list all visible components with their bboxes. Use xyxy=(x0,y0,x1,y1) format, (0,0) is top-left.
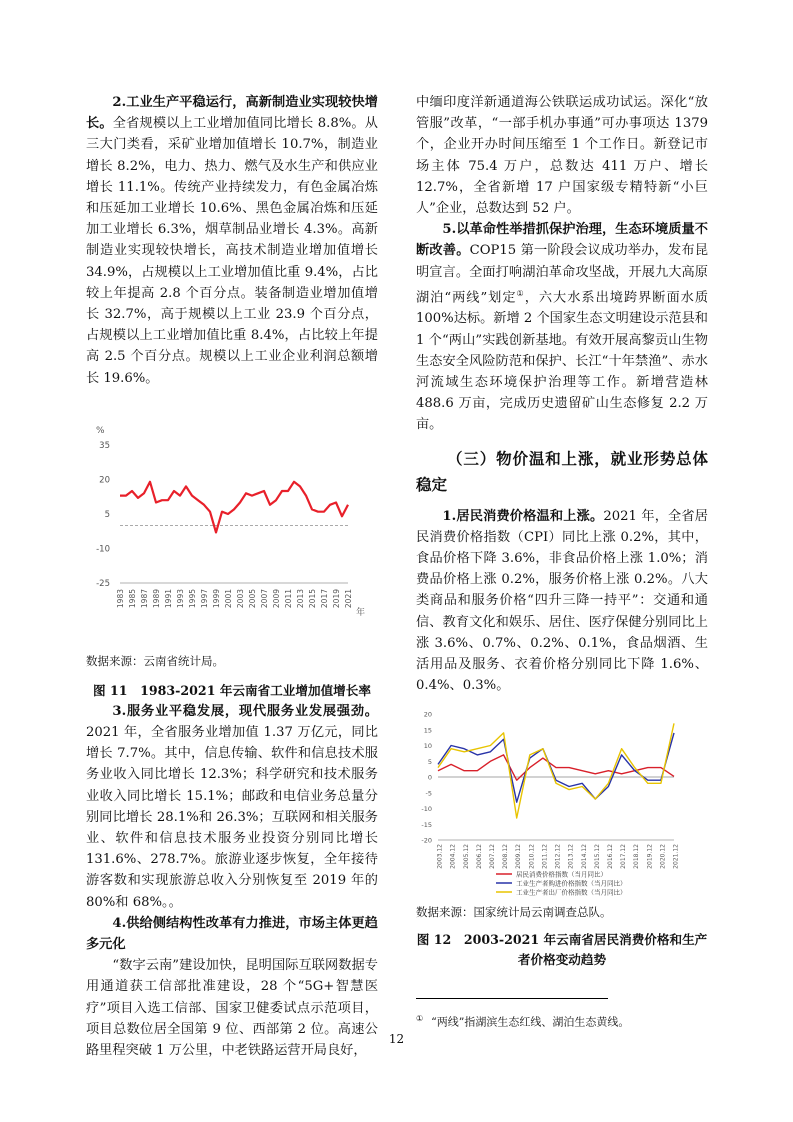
footnote-divider xyxy=(416,998,608,999)
x-tick-label: 2012.12 xyxy=(554,844,562,870)
x-tick-label: 2011.12 xyxy=(541,844,549,870)
y-tick-label: -10 xyxy=(421,805,432,814)
x-tick-label: 1999 xyxy=(212,588,221,608)
text-supply-side: “数字云南”建设加快，昆明国际互联网数据专用通道获工信部批准建设，28 个“5G+智慧医疗”项目入选工信部、国家卫健委试点示范项目，项目总数位居全国第 9 位、西部第 2 位。高速公路里程突破 1 万公里，中老铁路运营开局良好， xyxy=(86,958,378,1059)
footnote xyxy=(416,1012,716,1030)
x-tick-label: 2005.12 xyxy=(462,844,470,870)
paragraph-ecology xyxy=(416,219,708,435)
chart-price-trends-svg xyxy=(416,708,708,898)
x-tick-label: 2017.12 xyxy=(620,844,628,870)
x-tick-label: 1985 xyxy=(128,588,137,608)
x-tick-label: 1989 xyxy=(152,588,161,608)
heading-supply-side: 4.供给侧结构性改革有力推进，市场主体更趋多元化 xyxy=(86,915,378,953)
x-tick-label: 1997 xyxy=(200,588,209,608)
y-tick-label: 10 xyxy=(423,742,432,751)
x-tick-label: 2014.12 xyxy=(580,844,588,870)
left-column xyxy=(86,92,378,1061)
y-tick-label: -25 xyxy=(96,578,110,589)
x-tick-label: 2003.12 xyxy=(436,844,444,870)
source-note-1: 数据来源：云南省统计局。 xyxy=(86,653,224,668)
x-tick-label: 2015.12 xyxy=(593,844,601,870)
footnote-ref[interactable]: ① xyxy=(516,288,525,298)
x-tick-label: 1991 xyxy=(164,588,173,608)
footnote-text: “两线”指湖滨生态红线、湖泊生态黄线。 xyxy=(431,1015,630,1029)
series-line-industrial-growth xyxy=(120,482,348,533)
text-services: 2021 年，全省服务业增加值 1.37 万亿元，同比增长 7.7%。其中，信息传输、软件和信息技术服务业收入同比增长 12.3%；科学研究和技术服务业收入同比增长 15.1%；邮政和电信业务总量分别同比增长 28.1%和 26.3%；互联网和相关服务业、软件和信息技术服务业投资分别同比增长 131.6%、278.7%。旅游业逐步恢复，全年接待游客数和实现旅游总收入分别恢复至 2019 年的 80%和 68%。。 xyxy=(86,725,378,910)
paragraph-industry xyxy=(86,92,378,389)
text-ecology-b: ，六大水系出境跨界断面水质 100%达标。新增 2 个国家生态文明建设示范县和 1 个“两山”实践创新基地。有效开展高黎贡山生物生态安全风险防范和保护、长江“十年禁渔”、赤水河流域生态环境保护治理等工作。新增营造林 488.6 万亩，完成历史遗留矿山生态修复 2.2 万亩。 xyxy=(416,290,709,433)
x-tick-label: 2015 xyxy=(308,588,317,608)
x-tick-label: 2009.12 xyxy=(515,844,523,870)
x-tick-label: 2013 xyxy=(296,588,305,608)
right-column xyxy=(416,92,708,970)
x-tick-label: 2003 xyxy=(236,588,245,608)
x-tick-label: 2021.12 xyxy=(672,844,680,870)
text-cpi: 2021 年，全省居民消费价格指数（CPI）同比上涨 0.2%，其中，食品价格下降 3.6%，非食品价格上涨 1.0%；消费品价格上涨 0.2%，服务价格上涨 0.2%。八大类商品和服务价格“四升三降一持平”：交通和通信、教育文化和娱乐、居住、医疗保健分别同比上涨 3.6%、0.7%、0.2%、0.1%，食品烟酒、生活用品及服务、衣着价格分别同比下降 1.6%、0.4%、0.3%。 xyxy=(416,508,708,694)
page-number: 12 xyxy=(388,1032,405,1046)
y-tick-label: 5 xyxy=(104,509,110,520)
section-heading-prices: （三）物价温和上涨，就业形势总体稳定 xyxy=(416,448,708,494)
y-tick-label: 5 xyxy=(427,758,432,767)
legend-producer-price-label: 工业生产者出厂价格指数（当月同比） xyxy=(516,888,627,897)
text-ecology-a: COP15 第一阶段会议成功举办，发布昆明宣言。全面打响湖泊革命攻坚战，开展九大高原湖泊“两线”划定 xyxy=(416,243,709,306)
y-tick-label: 0 xyxy=(427,773,432,782)
x-tick-label: 2004.12 xyxy=(449,844,457,870)
x-tick-label: 1987 xyxy=(140,588,149,608)
y-tick-label: 35 xyxy=(99,440,110,451)
x-tick-label: 1995 xyxy=(188,588,197,608)
chart-industrial-growth xyxy=(86,413,378,643)
source-note-2: 数据来源：国家统计局云南调查总队。 xyxy=(416,905,612,920)
y-tick-label: -20 xyxy=(421,836,432,845)
x-tick-label: 2009 xyxy=(272,588,281,608)
y-tick-label: 20 xyxy=(99,475,110,486)
x-tick-label: 2008.12 xyxy=(502,844,510,870)
legend-cpi-label: 居民消费价格指数（当月同比） xyxy=(516,870,607,879)
x-tick-label: 2020.12 xyxy=(659,844,667,870)
x-tick-label: 2005 xyxy=(248,588,257,608)
paragraph-cpi xyxy=(416,506,708,697)
x-tick-label: 2017 xyxy=(320,588,329,608)
text-supply-side-continued: 中缅印度洋新通道海公铁联运成功试运。深化“放管服”改革，“一部手机办事通”可办事项达 1379 个，企业开办时间压缩至 1 个工作日。新登记市场主体 75.4 万户，总数达 411 万户、增长 12.7%，全省新增 17 户国家级专精特新“小巨人”企业，总数达到 52 户。 xyxy=(416,95,708,217)
chart-industrial-growth-svg xyxy=(86,413,378,643)
x-tick-label: 2010.12 xyxy=(528,844,536,870)
heading-cpi: 1.居民消费价格温和上涨。 xyxy=(442,508,604,524)
paragraph-services xyxy=(86,701,378,913)
y-tick-label: -15 xyxy=(421,821,432,830)
x-tick-label: 2007.12 xyxy=(489,844,497,870)
y-tick-label: 15 xyxy=(423,726,432,735)
x-tick-label: 2013.12 xyxy=(567,844,575,870)
x-tick-label: 2007 xyxy=(260,588,269,608)
figure-12-caption: 图 12 2003-2021 年云南省居民消费价格和生产者价格变动趋势 xyxy=(416,932,708,968)
paragraph-supply-side xyxy=(86,913,378,955)
x-tick-label: 2018.12 xyxy=(633,844,641,870)
footnote-mark: ① xyxy=(416,1014,424,1023)
x-tick-label: 2016.12 xyxy=(607,844,615,870)
y-tick-label: 20 xyxy=(423,710,432,719)
figure-11-caption: 图 11 1983-2021 年云南省工业增加值增长率 xyxy=(93,682,371,698)
x-tick-label: 1993 xyxy=(176,588,185,608)
x-tick-label: 2006.12 xyxy=(475,844,483,870)
y-axis-unit: % xyxy=(96,425,105,436)
chart-price-trends xyxy=(416,708,708,898)
series-line-cpi xyxy=(438,755,674,780)
heading-ecology: 5.以革命性举措抓保护治理，生态环境质量不断改善。 xyxy=(416,222,708,259)
x-tick-label: 2019 xyxy=(332,588,341,608)
x-tick-label: 2019.12 xyxy=(646,844,654,870)
text-industry: 全省规模以上工业增加值同比增长 8.8%。从三大门类看，采矿业增加值增长 10.7%，制造业增长 8.2%，电力、热力、燃气及水生产和供应业增长 11.1%。传统产业持续发力，有色金属冶炼和压延加工业增长 10.6%、黑色金属冶炼和压延加工业增长 6.3%，烟草制品业增长 4.3%。高新制造业实现较快增长，高技术制造业增加值增长 34.9%，占规模以上工业增加值比重 9.4%，占比较上年提高 2.8 个百分点。装备制造业增加值增长 32.7%，高于规模以上工业 23.9 个百分点，占规模以上工业增加值比重 8.4%，占比较上年提高 2.5 个百分点。规模以上工业企业利润总额增长 19.6%。 xyxy=(86,116,378,386)
x-axis-unit: 年 xyxy=(356,607,366,618)
heading-services: 3.服务业平稳发展，现代服务业发展强劲。 xyxy=(112,703,378,719)
legend-purchase-price-label: 工业生产者购进价格指数（当月同比） xyxy=(516,879,627,888)
y-tick-label: -5 xyxy=(425,789,432,798)
x-tick-label: 1983 xyxy=(116,588,125,608)
x-tick-label: 2021 xyxy=(344,588,353,608)
y-tick-label: -10 xyxy=(96,544,110,555)
heading-industry: 2.工业生产平稳运行，高新制造业实现较快增长。 xyxy=(86,95,378,132)
x-tick-label: 2001 xyxy=(224,588,233,608)
x-tick-label: 2011 xyxy=(284,588,293,608)
